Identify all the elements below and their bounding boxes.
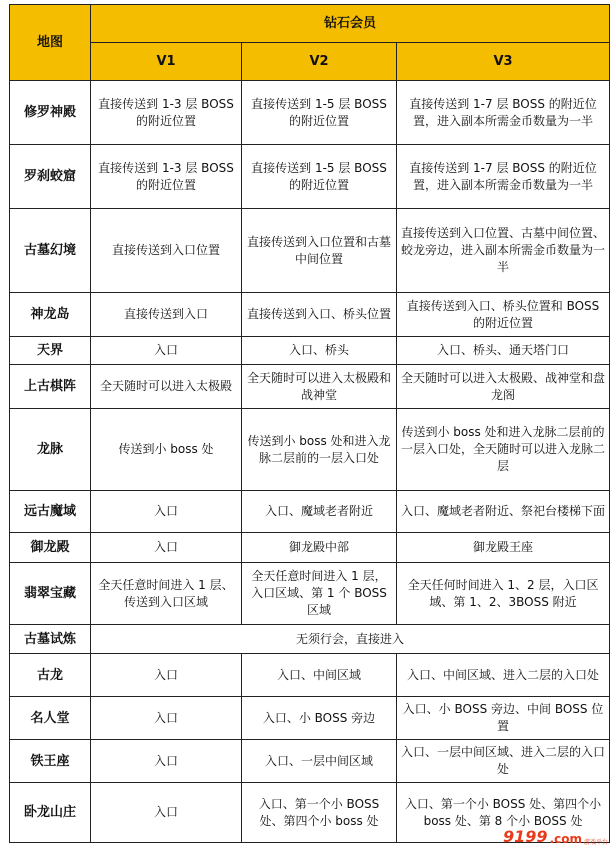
v2-cell: 直接传送到入口、桥头位置 xyxy=(242,293,397,337)
table-row xyxy=(10,654,610,697)
table-row xyxy=(10,209,610,293)
table-row xyxy=(10,81,610,145)
v2-cell: 入口、魔域老者附近 xyxy=(242,491,397,533)
v3-cell: 直接传送到入口位置、古墓中间位置、蛟龙旁边，进入副本所需金币数量为一半 xyxy=(397,209,610,293)
v1-cell: 直接传送到 1-3 层 BOSS 的附近位置 xyxy=(91,145,242,209)
v3-cell: 直接传送到 1-7 层 BOSS 的附近位置，进入副本所需金币数量为一半 xyxy=(397,145,610,209)
v2-cell: 直接传送到入口位置和古墓中间位置 xyxy=(242,209,397,293)
map-name: 名人堂 xyxy=(10,697,91,740)
v2-cell: 入口、桥头 xyxy=(242,337,397,365)
v3-cell: 直接传送到 1-7 层 BOSS 的附近位置，进入副本所需金币数量为一半 xyxy=(397,81,610,145)
v1-cell: 入口 xyxy=(91,740,242,783)
v2-cell: 传送到小 boss 处和进入龙脉二层前的一层入口处 xyxy=(242,409,397,491)
map-name: 古墓试炼 xyxy=(10,625,91,654)
v1-cell: 直接传送到 1-3 层 BOSS 的附近位置 xyxy=(91,81,242,145)
v2-cell: 全天随时可以进入太极殿和战神堂 xyxy=(242,365,397,409)
map-name: 古墓幻境 xyxy=(10,209,91,293)
table-row xyxy=(10,409,610,491)
membership-table xyxy=(9,4,610,843)
v2-cell: 入口、中间区域 xyxy=(242,654,397,697)
header-v2: V2 xyxy=(242,43,397,81)
header-v3: V3 xyxy=(397,43,610,81)
v1-cell: 直接传送到入口位置 xyxy=(91,209,242,293)
map-name: 修罗神殿 xyxy=(10,81,91,145)
table-row xyxy=(10,337,610,365)
header-diamond-member: 钻石会员 xyxy=(91,5,610,43)
v2-cell: 入口、小 BOSS 旁边 xyxy=(242,697,397,740)
v3-cell: 入口、桥头、通天塔门口 xyxy=(397,337,610,365)
v1-cell: 入口 xyxy=(91,491,242,533)
table-row xyxy=(10,740,610,783)
watermark-suffix: .com xyxy=(549,832,582,846)
map-name: 天界 xyxy=(10,337,91,365)
v1-cell: 传送到小 boss 处 xyxy=(91,409,242,491)
table-row xyxy=(10,563,610,625)
map-name: 卧龙山庄 xyxy=(10,783,91,843)
map-name: 御龙殿 xyxy=(10,533,91,563)
map-name: 翡翠宝藏 xyxy=(10,563,91,625)
v1-cell: 入口 xyxy=(91,533,242,563)
header-v1: V1 xyxy=(91,43,242,81)
watermark-number: 9199 xyxy=(503,827,548,846)
map-name: 龙脉 xyxy=(10,409,91,491)
table-row xyxy=(10,491,610,533)
v1-cell: 全天随时可以进入太极殿 xyxy=(91,365,242,409)
v2-cell: 御龙殿中部 xyxy=(242,533,397,563)
v2-cell: 全天任意时间进入 1 层，入口区域、第 1 个 BOSS 区域 xyxy=(242,563,397,625)
v3-cell: 全天随时可以进入太极殿、战神堂和盘龙阁 xyxy=(397,365,610,409)
v2-cell: 直接传送到 1-5 层 BOSS 的附近位置 xyxy=(242,81,397,145)
v1-cell: 全天任意时间进入 1 层、传送到入口区域 xyxy=(91,563,242,625)
v2-cell: 入口、一层中间区域 xyxy=(242,740,397,783)
watermark-tagline: 游戏平台 xyxy=(583,839,608,846)
table-row xyxy=(10,533,610,563)
site-watermark xyxy=(503,827,608,846)
v3-cell: 御龙殿王座 xyxy=(397,533,610,563)
v1-cell: 入口 xyxy=(91,697,242,740)
merged-cell: 无须行会，直接进入 xyxy=(91,625,610,654)
v3-cell: 入口、第一个小 BOSS 处、第四个小 boss 处、第 8 个小 BOSS 处 xyxy=(397,783,610,843)
v3-cell: 传送到小 boss 处和进入龙脉二层前的一层入口处，全天随时可以进入龙脉二层 xyxy=(397,409,610,491)
map-name: 神龙岛 xyxy=(10,293,91,337)
map-name: 上古棋阵 xyxy=(10,365,91,409)
v1-cell: 入口 xyxy=(91,783,242,843)
map-name: 古龙 xyxy=(10,654,91,697)
table-row xyxy=(10,365,610,409)
v1-cell: 入口 xyxy=(91,654,242,697)
v3-cell: 全天任何时间进入 1、2 层，入口区域、第 1、2、3BOSS 附近 xyxy=(397,563,610,625)
v3-cell: 入口、一层中间区域、进入二层的入口处 xyxy=(397,740,610,783)
v3-cell: 入口、魔域老者附近、祭祀台楼梯下面 xyxy=(397,491,610,533)
v3-cell: 入口、中间区域、进入二层的入口处 xyxy=(397,654,610,697)
v2-cell: 入口、第一个小 BOSS 处、第四个小 boss 处 xyxy=(242,783,397,843)
map-name: 罗刹蛟窟 xyxy=(10,145,91,209)
table-row xyxy=(10,293,610,337)
v1-cell: 直接传送到入口 xyxy=(91,293,242,337)
map-name: 铁王座 xyxy=(10,740,91,783)
table-row xyxy=(10,697,610,740)
table-row xyxy=(10,625,610,654)
map-name: 远古魔域 xyxy=(10,491,91,533)
header-map: 地图 xyxy=(10,5,91,81)
v3-cell: 入口、小 BOSS 旁边、中间 BOSS 位置 xyxy=(397,697,610,740)
v3-cell: 直接传送到入口、桥头位置和 BOSS 的附近位置 xyxy=(397,293,610,337)
v2-cell: 直接传送到 1-5 层 BOSS 的附近位置 xyxy=(242,145,397,209)
v1-cell: 入口 xyxy=(91,337,242,365)
table-row xyxy=(10,145,610,209)
